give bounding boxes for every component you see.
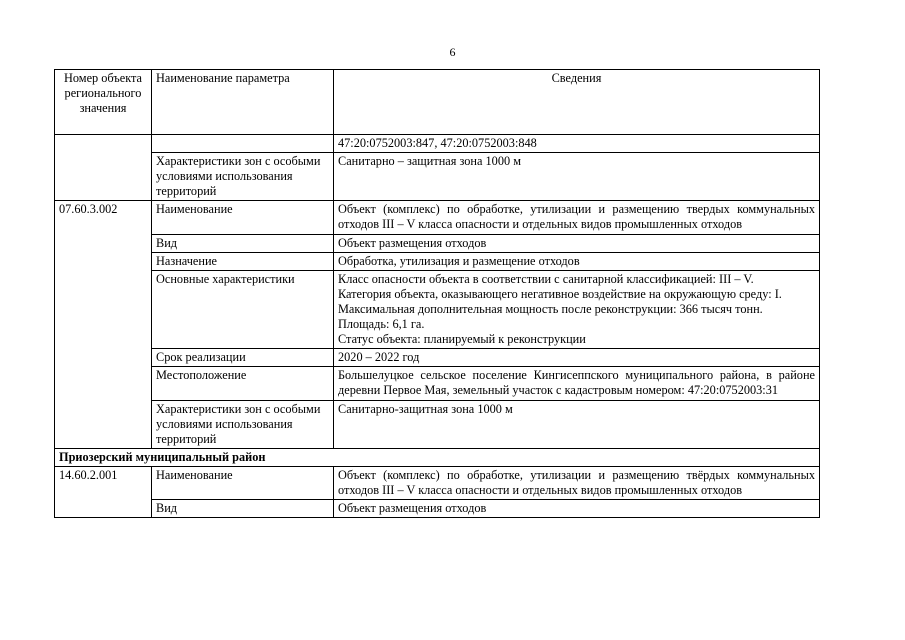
objects-table — [54, 69, 820, 518]
characteristics-line: Статус объекта: планируемый к реконструкции — [338, 332, 586, 347]
page-number: 6 — [449, 45, 456, 59]
row-info: Санитарно-защитная зона 1000 м — [334, 400, 820, 448]
row-param: Назначение — [152, 252, 334, 270]
section-row — [55, 448, 820, 466]
row-param: Характеристики зон с особыми условиями использования территорий — [152, 153, 334, 201]
row-info: Санитарно – защитная зона 1000 м — [334, 153, 820, 201]
characteristics-line: Категория объекта, оказывающего негативное воздействие на окружающую среду: I. — [338, 286, 782, 301]
section-title: Приозерский муниципальный район — [55, 448, 820, 466]
table-row — [55, 400, 820, 448]
table-row — [55, 201, 820, 234]
row-info: Объект размещения отходов — [334, 500, 820, 518]
row-param: Характеристики зон с особыми условиями использования территорий — [152, 400, 334, 448]
row-number: 07.60.3.002 — [55, 201, 152, 448]
row-info: Большелуцкое сельское поселение Кингисеппского муниципального района, в районе деревни Первое Мая, земельный участок с кадастровым номером: 47:20:0752003:31 — [334, 367, 820, 400]
row-param — [152, 135, 334, 153]
row-info: Объект (комплекс) по обработке, утилизации и размещению твёрдых коммунальных отходов III – V класса опасности и отдельных видов промышленных отходов — [334, 466, 820, 499]
row-param: Срок реализации — [152, 349, 334, 367]
table-row — [55, 153, 820, 201]
row-info-characteristics — [334, 270, 820, 348]
table-header-row — [55, 70, 820, 135]
row-info: Обработка, утилизация и размещение отходов — [334, 252, 820, 270]
table-row — [55, 270, 820, 348]
characteristics-line: Площадь: 6,1 га. — [338, 317, 425, 332]
row-info: Объект (комплекс) по обработке, утилизации и размещению твердых коммунальных отходов III – V класса опасности и отдельных видов промышленных отходов — [334, 201, 820, 234]
table-row — [55, 234, 820, 252]
header-param: Наименование параметра — [152, 70, 334, 135]
row-info: Объект размещения отходов — [334, 234, 820, 252]
row-param: Наименование — [152, 466, 334, 499]
row-param: Основные характеристики — [152, 270, 334, 348]
row-number — [55, 135, 152, 201]
table-row — [55, 500, 820, 518]
table-row — [55, 252, 820, 270]
table-row — [55, 135, 820, 153]
row-param: Вид — [152, 234, 334, 252]
table-row — [55, 367, 820, 400]
row-number: 14.60.2.001 — [55, 466, 152, 517]
row-param: Местоположение — [152, 367, 334, 400]
characteristics-line: Максимальная дополнительная мощность после реконструкции: 366 тысяч тонн. — [338, 301, 763, 316]
table-row — [55, 466, 820, 499]
characteristics-line: Класс опасности объекта в соответствии с санитарной классификацией: III – V. — [338, 271, 754, 286]
row-param: Вид — [152, 500, 334, 518]
row-info: 47:20:0752003:847, 47:20:0752003:848 — [334, 135, 820, 153]
header-number: Номер объекта регионального значения — [55, 70, 152, 135]
header-info: Сведения — [334, 70, 820, 135]
table-row — [55, 349, 820, 367]
row-param: Наименование — [152, 201, 334, 234]
row-info: 2020 – 2022 год — [334, 349, 820, 367]
